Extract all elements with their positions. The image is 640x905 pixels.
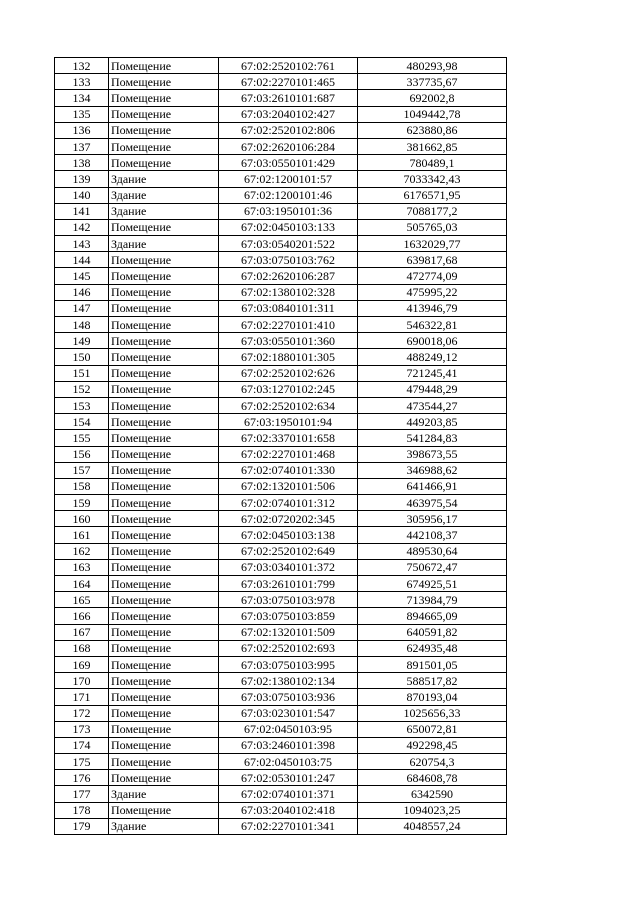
cadastral-number-cell: 67:03:2460101:398 <box>219 737 358 753</box>
object-type-cell: Помещение <box>109 58 219 74</box>
cadastral-number-cell: 67:02:0450103:133 <box>219 219 358 235</box>
object-type-cell: Помещение <box>109 155 219 171</box>
row-number-cell: 136 <box>55 122 109 138</box>
cadastral-number-cell: 67:02:2520102:649 <box>219 543 358 559</box>
cadastral-number-cell: 67:02:0450103:75 <box>219 754 358 770</box>
row-number-cell: 164 <box>55 576 109 592</box>
cadastral-number-cell: 67:03:0550101:360 <box>219 333 358 349</box>
table-row <box>55 576 507 592</box>
row-number-cell: 146 <box>55 284 109 300</box>
object-type-cell: Помещение <box>109 624 219 640</box>
table-row <box>55 300 507 316</box>
table-row <box>55 414 507 430</box>
table-body <box>55 58 507 835</box>
cadastral-number-cell: 67:03:1950101:94 <box>219 414 358 430</box>
table-row <box>55 252 507 268</box>
cadastral-number-cell: 67:03:2040102:427 <box>219 106 358 122</box>
cadastral-number-cell: 67:03:0750103:762 <box>219 252 358 268</box>
table-row <box>55 90 507 106</box>
table-row <box>55 559 507 575</box>
cadastral-number-cell: 67:03:1270102:245 <box>219 381 358 397</box>
table-row <box>55 284 507 300</box>
cadastral-value-cell: 1094023,25 <box>358 802 507 818</box>
object-type-cell: Помещение <box>109 576 219 592</box>
cadastral-number-cell: 67:02:2270101:410 <box>219 317 358 333</box>
row-number-cell: 142 <box>55 219 109 235</box>
cadastral-number-cell: 67:03:0550101:429 <box>219 155 358 171</box>
row-number-cell: 145 <box>55 268 109 284</box>
cadastral-number-cell: 67:02:1200101:57 <box>219 171 358 187</box>
row-number-cell: 144 <box>55 252 109 268</box>
table-row <box>55 446 507 462</box>
cadastral-number-cell: 67:03:0750103:978 <box>219 592 358 608</box>
cadastral-number-cell: 67:03:0750103:936 <box>219 689 358 705</box>
table-row <box>55 397 507 413</box>
object-type-cell: Помещение <box>109 608 219 624</box>
cadastral-value-cell: 413946,79 <box>358 300 507 316</box>
cadastral-number-cell: 67:02:0720202:345 <box>219 511 358 527</box>
cadastral-number-cell: 67:02:2270101:465 <box>219 74 358 90</box>
object-type-cell: Помещение <box>109 381 219 397</box>
cadastral-number-cell: 67:03:1950101:36 <box>219 203 358 219</box>
object-type-cell: Помещение <box>109 673 219 689</box>
object-type-cell: Помещение <box>109 511 219 527</box>
table-row <box>55 478 507 494</box>
cadastral-value-cell: 620754,3 <box>358 754 507 770</box>
cadastral-number-cell: 67:03:2610101:687 <box>219 90 358 106</box>
row-number-cell: 140 <box>55 187 109 203</box>
table-row <box>55 495 507 511</box>
cadastral-value-cell: 640591,82 <box>358 624 507 640</box>
cadastral-number-cell: 67:03:2610101:799 <box>219 576 358 592</box>
table-row <box>55 818 507 834</box>
row-number-cell: 165 <box>55 592 109 608</box>
cadastral-value-table <box>54 57 507 835</box>
row-number-cell: 170 <box>55 673 109 689</box>
cadastral-value-cell: 1049442,78 <box>358 106 507 122</box>
row-number-cell: 167 <box>55 624 109 640</box>
cadastral-value-cell: 6176571,95 <box>358 187 507 203</box>
cadastral-value-cell: 650072,81 <box>358 721 507 737</box>
object-type-cell: Помещение <box>109 300 219 316</box>
table-row <box>55 737 507 753</box>
table-row <box>55 770 507 786</box>
object-type-cell: Помещение <box>109 721 219 737</box>
cadastral-value-cell: 713984,79 <box>358 592 507 608</box>
row-number-cell: 133 <box>55 74 109 90</box>
row-number-cell: 138 <box>55 155 109 171</box>
object-type-cell: Помещение <box>109 754 219 770</box>
table-row <box>55 462 507 478</box>
cadastral-number-cell: 67:02:3370101:658 <box>219 430 358 446</box>
table-row <box>55 155 507 171</box>
cadastral-number-cell: 67:02:2620106:284 <box>219 138 358 154</box>
row-number-cell: 156 <box>55 446 109 462</box>
object-type-cell: Помещение <box>109 284 219 300</box>
object-type-cell: Помещение <box>109 559 219 575</box>
cadastral-number-cell: 67:03:0340101:372 <box>219 559 358 575</box>
object-type-cell: Помещение <box>109 349 219 365</box>
cadastral-value-cell: 4048557,24 <box>358 818 507 834</box>
table-row <box>55 511 507 527</box>
object-type-cell: Помещение <box>109 478 219 494</box>
row-number-cell: 172 <box>55 705 109 721</box>
row-number-cell: 179 <box>55 818 109 834</box>
cadastral-number-cell: 67:02:0740101:371 <box>219 786 358 802</box>
row-number-cell: 157 <box>55 462 109 478</box>
cadastral-number-cell: 67:02:0450103:138 <box>219 527 358 543</box>
cadastral-number-cell: 67:03:0840101:311 <box>219 300 358 316</box>
object-type-cell: Помещение <box>109 268 219 284</box>
row-number-cell: 151 <box>55 365 109 381</box>
cadastral-number-cell: 67:02:1880101:305 <box>219 349 358 365</box>
row-number-cell: 139 <box>55 171 109 187</box>
object-type-cell: Помещение <box>109 74 219 90</box>
cadastral-value-cell: 1025656,33 <box>358 705 507 721</box>
row-number-cell: 137 <box>55 138 109 154</box>
cadastral-number-cell: 67:02:2520102:761 <box>219 58 358 74</box>
object-type-cell: Помещение <box>109 414 219 430</box>
cadastral-number-cell: 67:02:2520102:634 <box>219 397 358 413</box>
table-row <box>55 656 507 672</box>
cadastral-value-cell: 624935,48 <box>358 640 507 656</box>
cadastral-value-cell: 7088177,2 <box>358 203 507 219</box>
cadastral-value-cell: 692002,8 <box>358 90 507 106</box>
row-number-cell: 175 <box>55 754 109 770</box>
row-number-cell: 173 <box>55 721 109 737</box>
row-number-cell: 132 <box>55 58 109 74</box>
row-number-cell: 159 <box>55 495 109 511</box>
object-type-cell: Помещение <box>109 802 219 818</box>
table-row <box>55 187 507 203</box>
row-number-cell: 149 <box>55 333 109 349</box>
cadastral-value-cell: 684608,78 <box>358 770 507 786</box>
object-type-cell: Помещение <box>109 495 219 511</box>
cadastral-number-cell: 67:02:2520102:806 <box>219 122 358 138</box>
object-type-cell: Помещение <box>109 770 219 786</box>
table-row <box>55 106 507 122</box>
row-number-cell: 155 <box>55 430 109 446</box>
row-number-cell: 162 <box>55 543 109 559</box>
cadastral-value-cell: 337735,67 <box>358 74 507 90</box>
table-row <box>55 624 507 640</box>
object-type-cell: Помещение <box>109 317 219 333</box>
object-type-cell: Помещение <box>109 689 219 705</box>
object-type-cell: Помещение <box>109 462 219 478</box>
table-row <box>55 786 507 802</box>
row-number-cell: 154 <box>55 414 109 430</box>
table-row <box>55 754 507 770</box>
cadastral-value-cell: 6342590 <box>358 786 507 802</box>
cadastral-number-cell: 67:02:2270101:468 <box>219 446 358 462</box>
cadastral-value-cell: 449203,85 <box>358 414 507 430</box>
cadastral-value-cell: 473544,27 <box>358 397 507 413</box>
row-number-cell: 166 <box>55 608 109 624</box>
cadastral-number-cell: 67:02:1380102:134 <box>219 673 358 689</box>
table-row <box>55 365 507 381</box>
cadastral-number-cell: 67:02:0530101:247 <box>219 770 358 786</box>
object-type-cell: Помещение <box>109 446 219 462</box>
cadastral-number-cell: 67:02:1320101:506 <box>219 478 358 494</box>
object-type-cell: Помещение <box>109 106 219 122</box>
object-type-cell: Здание <box>109 187 219 203</box>
row-number-cell: 153 <box>55 397 109 413</box>
object-type-cell: Помещение <box>109 656 219 672</box>
cadastral-value-cell: 480293,98 <box>358 58 507 74</box>
cadastral-number-cell: 67:02:1200101:46 <box>219 187 358 203</box>
object-type-cell: Помещение <box>109 219 219 235</box>
cadastral-value-cell: 894665,09 <box>358 608 507 624</box>
table-row <box>55 592 507 608</box>
row-number-cell: 150 <box>55 349 109 365</box>
object-type-cell: Здание <box>109 786 219 802</box>
cadastral-value-cell: 492298,45 <box>358 737 507 753</box>
cadastral-value-cell: 381662,85 <box>358 138 507 154</box>
object-type-cell: Здание <box>109 171 219 187</box>
object-type-cell: Помещение <box>109 90 219 106</box>
table-row <box>55 802 507 818</box>
object-type-cell: Помещение <box>109 333 219 349</box>
row-number-cell: 148 <box>55 317 109 333</box>
cadastral-value-cell: 1632029,77 <box>358 236 507 252</box>
table-row <box>55 705 507 721</box>
table-row <box>55 527 507 543</box>
cadastral-number-cell: 67:02:2520102:693 <box>219 640 358 656</box>
table-row <box>55 138 507 154</box>
cadastral-value-cell: 305956,17 <box>358 511 507 527</box>
cadastral-number-cell: 67:02:1380102:328 <box>219 284 358 300</box>
object-type-cell: Помещение <box>109 527 219 543</box>
cadastral-value-cell: 463975,54 <box>358 495 507 511</box>
object-type-cell: Помещение <box>109 365 219 381</box>
table-row <box>55 333 507 349</box>
document-page <box>54 57 507 835</box>
cadastral-value-cell: 690018,06 <box>358 333 507 349</box>
cadastral-number-cell: 67:02:2520102:626 <box>219 365 358 381</box>
row-number-cell: 135 <box>55 106 109 122</box>
cadastral-value-cell: 479448,29 <box>358 381 507 397</box>
cadastral-value-cell: 398673,55 <box>358 446 507 462</box>
table-row <box>55 203 507 219</box>
row-number-cell: 169 <box>55 656 109 672</box>
cadastral-number-cell: 67:03:0230101:547 <box>219 705 358 721</box>
row-number-cell: 134 <box>55 90 109 106</box>
row-number-cell: 174 <box>55 737 109 753</box>
cadastral-value-cell: 639817,68 <box>358 252 507 268</box>
table-row <box>55 268 507 284</box>
cadastral-number-cell: 67:02:2620106:287 <box>219 268 358 284</box>
cadastral-number-cell: 67:02:0740101:312 <box>219 495 358 511</box>
object-type-cell: Помещение <box>109 640 219 656</box>
table-row <box>55 430 507 446</box>
cadastral-value-cell: 750672,47 <box>358 559 507 575</box>
cadastral-value-cell: 489530,64 <box>358 543 507 559</box>
row-number-cell: 176 <box>55 770 109 786</box>
object-type-cell: Помещение <box>109 543 219 559</box>
cadastral-value-cell: 7033342,43 <box>358 171 507 187</box>
row-number-cell: 161 <box>55 527 109 543</box>
cadastral-number-cell: 67:02:1320101:509 <box>219 624 358 640</box>
table-row <box>55 122 507 138</box>
cadastral-number-cell: 67:03:0750103:859 <box>219 608 358 624</box>
table-row <box>55 640 507 656</box>
table-row <box>55 349 507 365</box>
object-type-cell: Помещение <box>109 430 219 446</box>
row-number-cell: 158 <box>55 478 109 494</box>
table-row <box>55 171 507 187</box>
cadastral-value-cell: 674925,51 <box>358 576 507 592</box>
table-row <box>55 608 507 624</box>
row-number-cell: 171 <box>55 689 109 705</box>
table-row <box>55 317 507 333</box>
cadastral-value-cell: 623880,86 <box>358 122 507 138</box>
table-row <box>55 74 507 90</box>
cadastral-number-cell: 67:03:0750103:995 <box>219 656 358 672</box>
cadastral-number-cell: 67:02:0450103:95 <box>219 721 358 737</box>
cadastral-value-cell: 870193,04 <box>358 689 507 705</box>
object-type-cell: Здание <box>109 818 219 834</box>
cadastral-value-cell: 475995,22 <box>358 284 507 300</box>
table-row <box>55 236 507 252</box>
cadastral-value-cell: 442108,37 <box>358 527 507 543</box>
object-type-cell: Помещение <box>109 592 219 608</box>
object-type-cell: Помещение <box>109 252 219 268</box>
row-number-cell: 152 <box>55 381 109 397</box>
row-number-cell: 160 <box>55 511 109 527</box>
cadastral-value-cell: 346988,62 <box>358 462 507 478</box>
cadastral-value-cell: 488249,12 <box>358 349 507 365</box>
cadastral-number-cell: 67:02:2270101:341 <box>219 818 358 834</box>
table-row <box>55 673 507 689</box>
row-number-cell: 163 <box>55 559 109 575</box>
object-type-cell: Помещение <box>109 122 219 138</box>
row-number-cell: 168 <box>55 640 109 656</box>
cadastral-value-cell: 541284,83 <box>358 430 507 446</box>
cadastral-number-cell: 67:03:2040102:418 <box>219 802 358 818</box>
row-number-cell: 141 <box>55 203 109 219</box>
cadastral-value-cell: 721245,41 <box>358 365 507 381</box>
cadastral-value-cell: 505765,03 <box>358 219 507 235</box>
cadastral-value-cell: 641466,91 <box>358 478 507 494</box>
cadastral-value-cell: 588517,82 <box>358 673 507 689</box>
row-number-cell: 147 <box>55 300 109 316</box>
cadastral-number-cell: 67:03:0540201:522 <box>219 236 358 252</box>
object-type-cell: Помещение <box>109 705 219 721</box>
object-type-cell: Помещение <box>109 397 219 413</box>
object-type-cell: Здание <box>109 203 219 219</box>
table-row <box>55 689 507 705</box>
object-type-cell: Помещение <box>109 138 219 154</box>
cadastral-value-cell: 472774,09 <box>358 268 507 284</box>
table-row <box>55 381 507 397</box>
object-type-cell: Помещение <box>109 737 219 753</box>
table-row <box>55 543 507 559</box>
table-row <box>55 58 507 74</box>
row-number-cell: 178 <box>55 802 109 818</box>
cadastral-number-cell: 67:02:0740101:330 <box>219 462 358 478</box>
row-number-cell: 177 <box>55 786 109 802</box>
cadastral-value-cell: 780489,1 <box>358 155 507 171</box>
table-row <box>55 219 507 235</box>
table-row <box>55 721 507 737</box>
cadastral-value-cell: 546322,81 <box>358 317 507 333</box>
cadastral-value-cell: 891501,05 <box>358 656 507 672</box>
object-type-cell: Здание <box>109 236 219 252</box>
row-number-cell: 143 <box>55 236 109 252</box>
